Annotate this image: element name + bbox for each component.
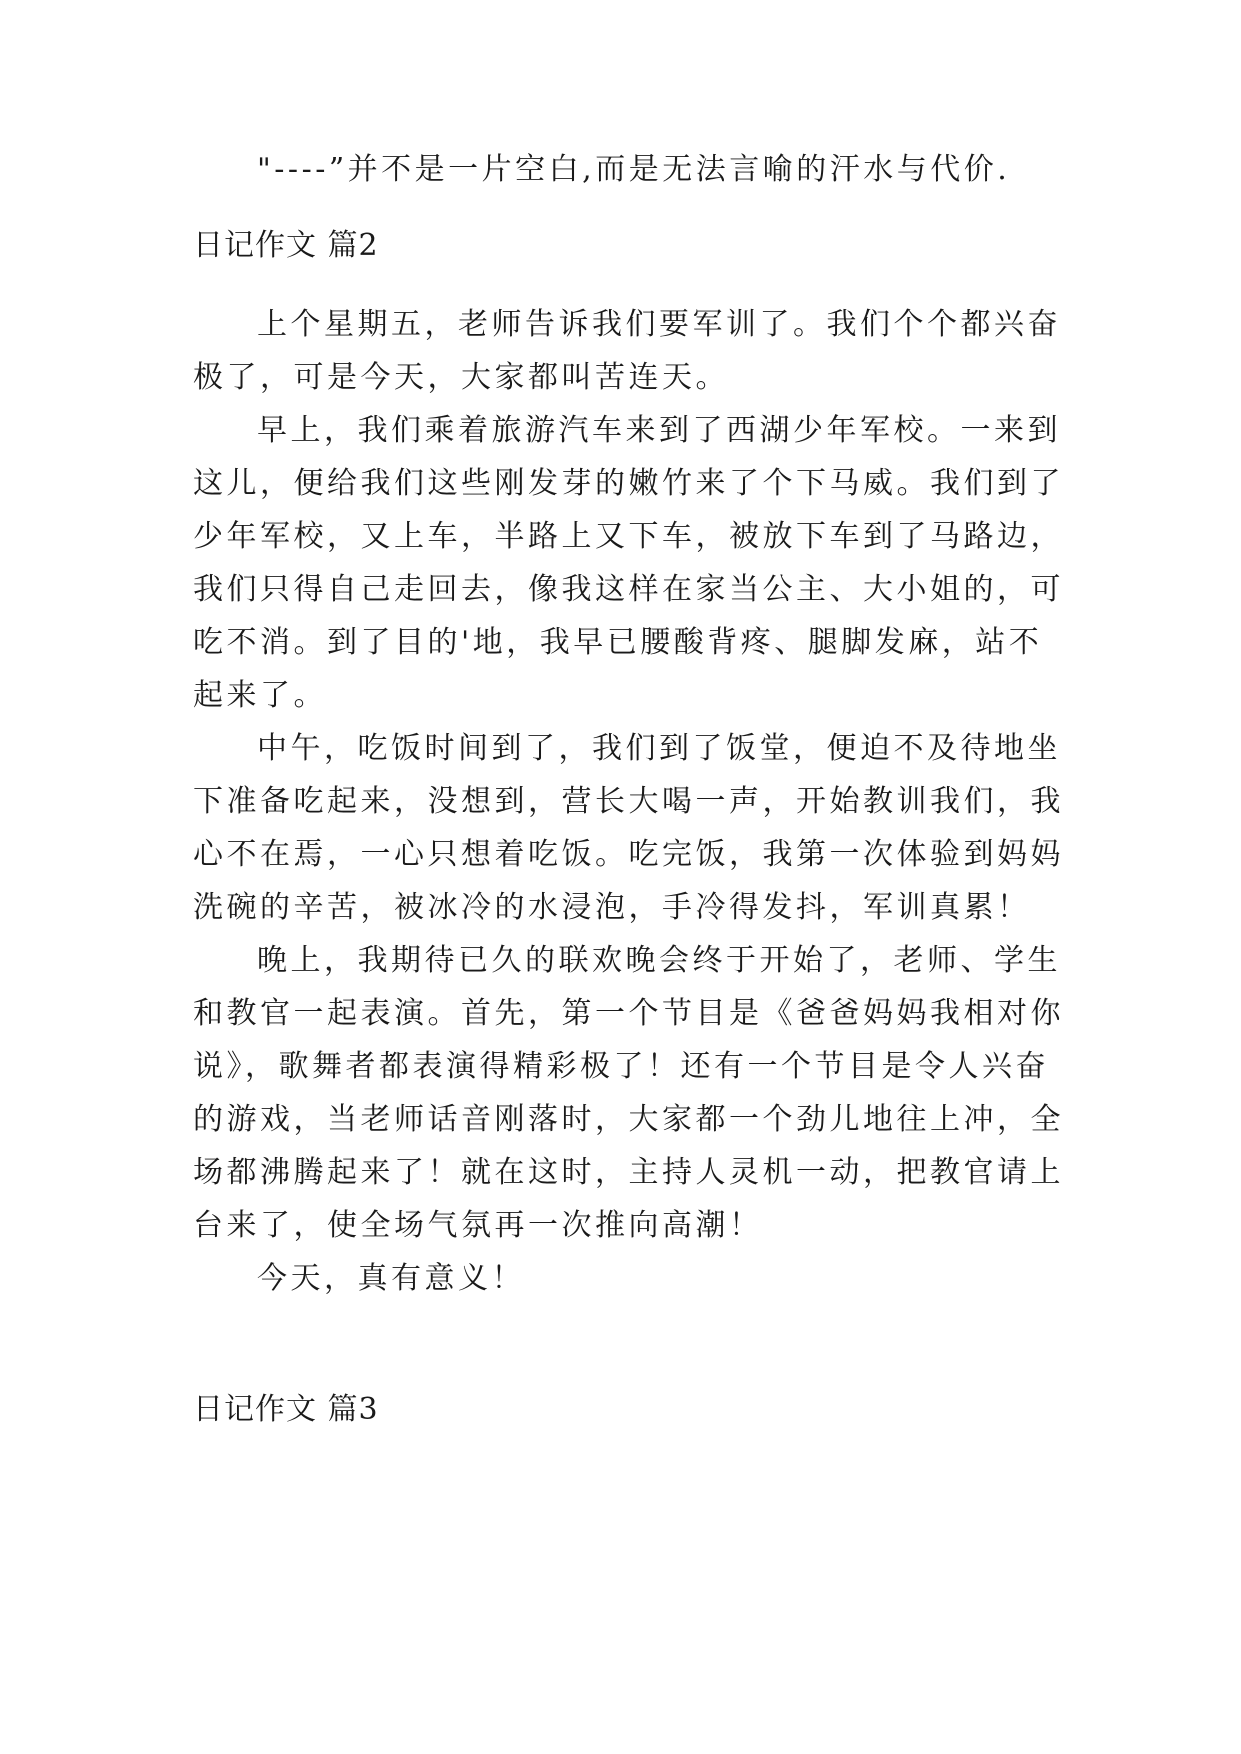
lead-sentence: "----”并不是一片空白,而是无法言喻的汗水与代价. [257, 152, 1011, 187]
paragraph-line: 心不在焉，一心只想着吃饭。吃完饭，我第一次体验到妈妈 [193, 837, 1064, 872]
paragraph-line: 上个星期五，老师告诉我们要军训了。我们个个都兴奋 [257, 307, 1061, 342]
paragraph-line: 这儿，便给我们这些刚发芽的嫩竹来了个下马威。我们到了 [193, 466, 1064, 501]
paragraph-line: 中午，吃饭时间到了，我们到了饭堂，便迫不及待地坐 [257, 731, 1061, 766]
paragraph-line: 晚上，我期待已久的联欢晚会终于开始了，老师、学生 [257, 943, 1061, 978]
paragraph-line: 台来了，使全场气氛再一次推向高潮！ [193, 1208, 763, 1243]
paragraph-line: 和教官一起表演。首先，第一个节目是《爸爸妈妈我相对你 [193, 996, 1064, 1031]
paragraph-line: 下准备吃起来，没想到，营长大喝一声，开始教训我们，我 [193, 784, 1064, 819]
paragraph-line: 极了，可是今天，大家都叫苦连天。 [193, 360, 729, 395]
paragraph-line: 吃不消。到了目的'地，我早已腰酸背疼、腿脚发麻，站不 [193, 625, 1043, 660]
paragraph-line: 洗碗的辛苦，被冰冷的水浸泡，手冷得发抖，军训真累！ [193, 890, 1031, 925]
section-heading-2: 日记作文 篇2 [193, 228, 379, 263]
paragraph-line: 我们只得自己走回去，像我这样在家当公主、大小姐的，可 [193, 572, 1064, 607]
paragraph-line: 早上，我们乘着旅游汽车来到了西湖少年军校。一来到 [257, 413, 1061, 448]
paragraph-line: 今天，真有意义！ [257, 1261, 525, 1296]
paragraph-line: 的游戏，当老师话音刚落时，大家都一个劲儿地往上冲，全 [193, 1102, 1064, 1137]
paragraph-line: 起来了。 [193, 678, 327, 713]
paragraph-line: 说》，歌舞者都表演得精彩极了！还有一个节目是令人兴奋 [193, 1049, 1049, 1084]
section-heading-3: 日记作文 篇3 [193, 1392, 379, 1427]
paragraph-line: 场都沸腾起来了！就在这时，主持人灵机一动，把教官请上 [193, 1155, 1064, 1190]
paragraph-line: 少年军校，又上车，半路上又下车，被放下车到了马路边， [193, 519, 1064, 554]
